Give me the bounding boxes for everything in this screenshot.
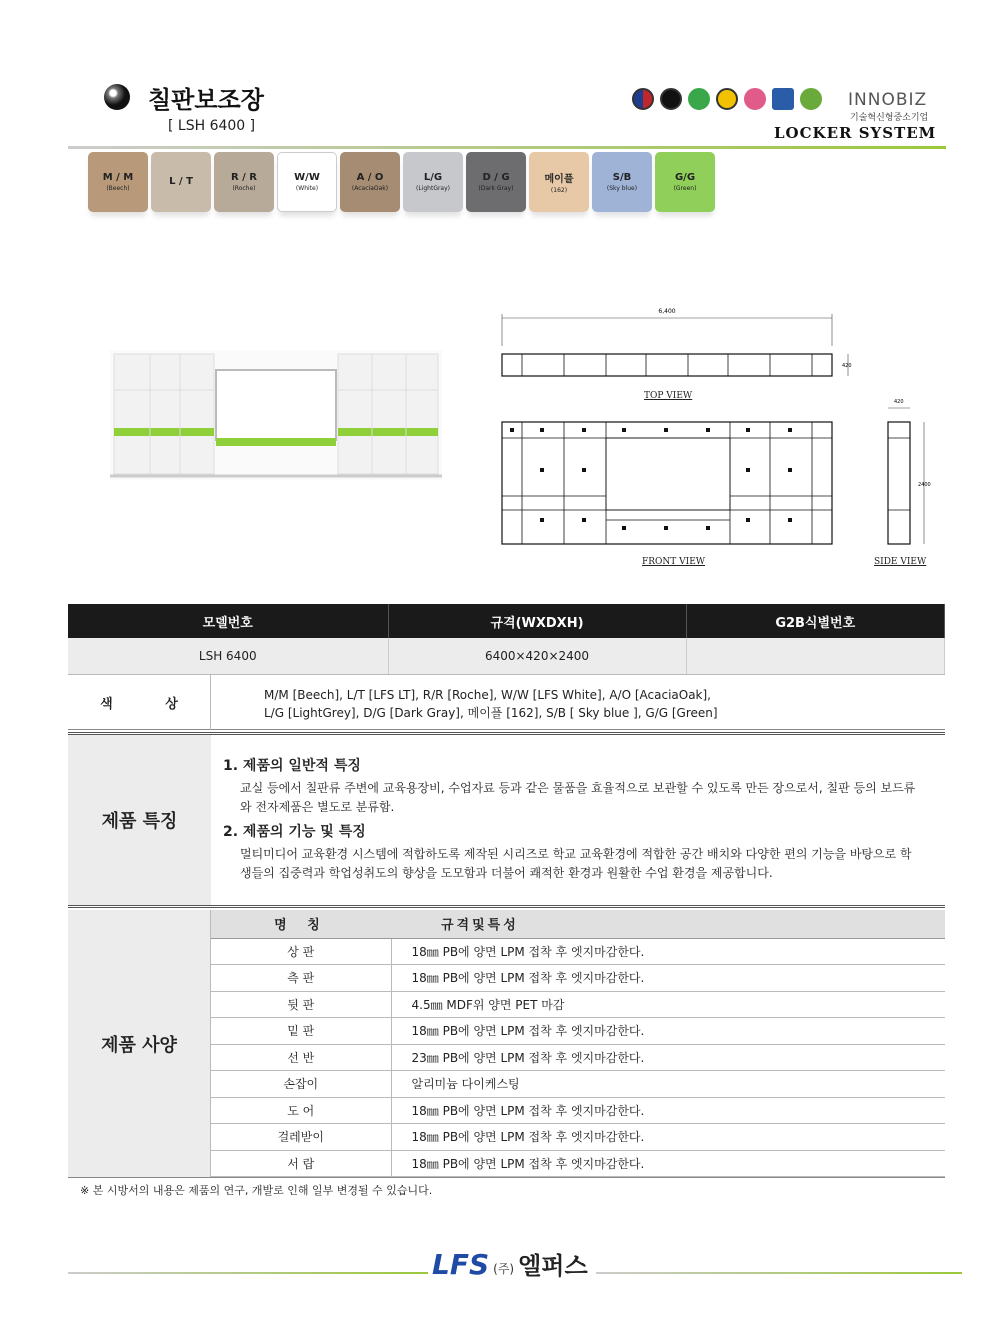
part-name: 측 판 xyxy=(211,965,391,992)
product-spec-label: 제품 사양 xyxy=(68,910,211,1177)
swatch-item xyxy=(403,152,463,212)
swatch-sub: (162) xyxy=(550,187,568,194)
col-desc-header: 규격및특성 xyxy=(391,910,945,938)
swatch-item xyxy=(214,152,274,212)
part-name: 뒷 판 xyxy=(211,991,391,1018)
side-view-label: SIDE VIEW xyxy=(874,557,927,567)
locker-system-label: LOCKER SYSTEM xyxy=(774,124,937,142)
header-divider xyxy=(68,146,946,149)
part-name: 선 반 xyxy=(211,1044,391,1071)
header-g2b: G2B식별번호 xyxy=(686,604,945,638)
korea-mark-icon xyxy=(632,88,654,110)
swatch-item xyxy=(466,152,526,212)
table-row xyxy=(211,991,945,1018)
technical-drawing xyxy=(496,300,936,580)
g2b-value xyxy=(686,638,945,674)
swatch-item xyxy=(655,152,715,212)
swatch-item xyxy=(340,152,400,212)
part-desc: 18㎜ PB에 양면 LPM 접착 후 엣지마감한다. xyxy=(391,1150,945,1177)
color-swatches xyxy=(88,152,715,212)
swatch-name: S/B xyxy=(612,172,632,183)
swatch-name: M / M xyxy=(102,172,134,183)
certification-logos xyxy=(632,88,822,110)
swatch-sub: (White) xyxy=(295,185,319,192)
table-row xyxy=(211,1044,945,1071)
swatch-sub: (AcaciaOak) xyxy=(351,185,389,192)
swatch-name: R / R xyxy=(230,172,257,183)
swatch-sub: (Green) xyxy=(673,185,697,192)
feature-heading-2: 2. 제품의 기능 및 특징 xyxy=(223,824,366,840)
part-name: 밑 판 xyxy=(211,1018,391,1045)
part-name: 상 판 xyxy=(211,938,391,965)
part-desc: 18㎜ PB에 양면 LPM 접착 후 엣지마감한다. xyxy=(391,1097,945,1124)
part-desc: 18㎜ PB에 양면 LPM 접착 후 엣지마감한다. xyxy=(391,938,945,965)
part-desc: 4.5㎜ MDF위 양면 PET 마감 xyxy=(391,991,945,1018)
brand-name: LFS xyxy=(432,1248,490,1281)
model-value: LSH 6400 xyxy=(68,638,388,674)
part-desc: 18㎜ PB에 양면 LPM 접착 후 엣지마감한다. xyxy=(391,1018,945,1045)
product-spec-section xyxy=(68,910,945,1178)
swatch-name: L / T xyxy=(169,175,193,187)
swatch-name: W/W xyxy=(294,172,320,183)
swatch-name: D / G xyxy=(482,172,510,183)
swatch-item xyxy=(277,152,337,212)
features-label: 제품 특징 xyxy=(68,735,211,905)
swatch-item xyxy=(592,152,652,212)
disclaimer-note: ※ 본 시방서의 내용은 제품의 연구, 개발로 인해 일부 변경될 수 있습니다. xyxy=(80,1184,433,1197)
title-bullet-icon xyxy=(104,84,130,110)
spec-table xyxy=(68,604,945,675)
model-code: [ LSH 6400 ] xyxy=(168,118,256,134)
width-dimension: 6,400 xyxy=(658,308,676,315)
green-company-icon xyxy=(800,88,822,110)
swatch-name: G/G xyxy=(674,172,696,183)
page-title: 칠판보조장 xyxy=(148,86,264,114)
table-row xyxy=(211,1071,945,1098)
brand-korean: 엘퍼스 xyxy=(518,1252,588,1280)
swatch-sub: (LightGray) xyxy=(416,185,450,192)
table-row xyxy=(211,1150,945,1177)
footer-divider-right xyxy=(596,1272,962,1274)
table-row xyxy=(211,938,945,965)
size-value: 6400×420×2400 xyxy=(388,638,686,674)
swatch-item xyxy=(88,152,148,212)
color-line-2: L/G [LightGrey], D/G [Dark Gray], 메이플 [162], S/B [ Sky blue ], G/G [Green] xyxy=(264,706,718,720)
table-row xyxy=(211,965,945,992)
disabled-company-icon xyxy=(744,88,766,110)
swatch-sub: (Roche) xyxy=(232,185,256,192)
color-label: 색 상 xyxy=(68,674,211,730)
front-view-label: FRONT VIEW xyxy=(642,557,706,567)
footer-divider-left xyxy=(68,1272,428,1274)
innobiz-subtitle: 기술혁신형중소기업 xyxy=(850,113,929,123)
height-dimension: 2400 xyxy=(918,482,931,488)
table-row xyxy=(211,1124,945,1151)
feature-text-1: 교실 등에서 칠판류 주변에 교육용장비, 수업자료 등과 같은 물품을 효율적으로 보관할 수 있도록 만든 장으로서, 칠판 등의 보드류와 전자제품은 별도로 분류함. xyxy=(240,781,916,814)
table-row xyxy=(211,1097,945,1124)
part-name: 서 랍 xyxy=(211,1150,391,1177)
swatch-sub: (Dark Gray) xyxy=(478,185,514,192)
table-row xyxy=(211,1018,945,1045)
part-name: 손잡이 xyxy=(211,1071,391,1098)
depth-dimension: 420 xyxy=(842,363,852,369)
innobiz-logo: INNOBIZ xyxy=(848,90,928,110)
part-desc: 18㎜ PB에 양면 LPM 접착 후 엣지마감한다. xyxy=(391,1124,945,1151)
part-desc: 알리미늄 다이케스팅 xyxy=(391,1071,945,1098)
product-spec-table xyxy=(211,910,945,1177)
color-line-1: M/M [Beech], L/T [LFS LT], R/R [Roche], W/W [LFS White], A/O [AcaciaOak], xyxy=(264,688,711,702)
col-name-header: 명 칭 xyxy=(211,910,391,938)
kc-mark-icon xyxy=(772,88,794,110)
swatch-name: L/G xyxy=(423,172,443,183)
swatch-item xyxy=(529,152,589,212)
b-mark-icon xyxy=(716,88,738,110)
header-model: 모델번호 xyxy=(68,604,388,638)
features-section xyxy=(68,732,945,908)
swatch-name: A / O xyxy=(356,172,384,183)
swatch-name: 메이플 xyxy=(544,174,574,185)
product-photo xyxy=(110,350,442,480)
swatch-sub: (Sky blue) xyxy=(606,185,638,192)
company-logo xyxy=(432,1246,588,1281)
part-desc: 23㎜ PB에 양면 LPM 접착 후 엣지마감한다. xyxy=(391,1044,945,1071)
eco-mark-icon xyxy=(688,88,710,110)
part-name: 걸레받이 xyxy=(211,1124,391,1151)
brand-corp: (주) xyxy=(493,1262,515,1276)
feature-heading-1: 1. 제품의 일반적 특징 xyxy=(223,758,361,774)
top-view-label: TOP VIEW xyxy=(644,391,693,401)
feature-text-2: 멀티미디어 교육환경 시스템에 적합하도록 제작된 시리즈로 학교 교육환경에 적합한 공간 배치와 다양한 편의 기능을 바탕으로 학생들의 집중력과 학업성취도의 향상을 도모함과 더불어 쾌적한 환경과 원활한 수업 환경을 제공합니다. xyxy=(240,847,912,880)
part-name: 도 어 xyxy=(211,1097,391,1124)
part-desc: 18㎜ PB에 양면 LPM 접착 후 엣지마감한다. xyxy=(391,965,945,992)
swatch-sub: (Beech) xyxy=(106,185,130,192)
header-size: 규격(WXDXH) xyxy=(388,604,686,638)
g-mark-icon xyxy=(660,88,682,110)
swatch-item xyxy=(151,152,211,212)
color-row xyxy=(68,674,945,730)
side-depth-dimension: 420 xyxy=(894,399,904,405)
